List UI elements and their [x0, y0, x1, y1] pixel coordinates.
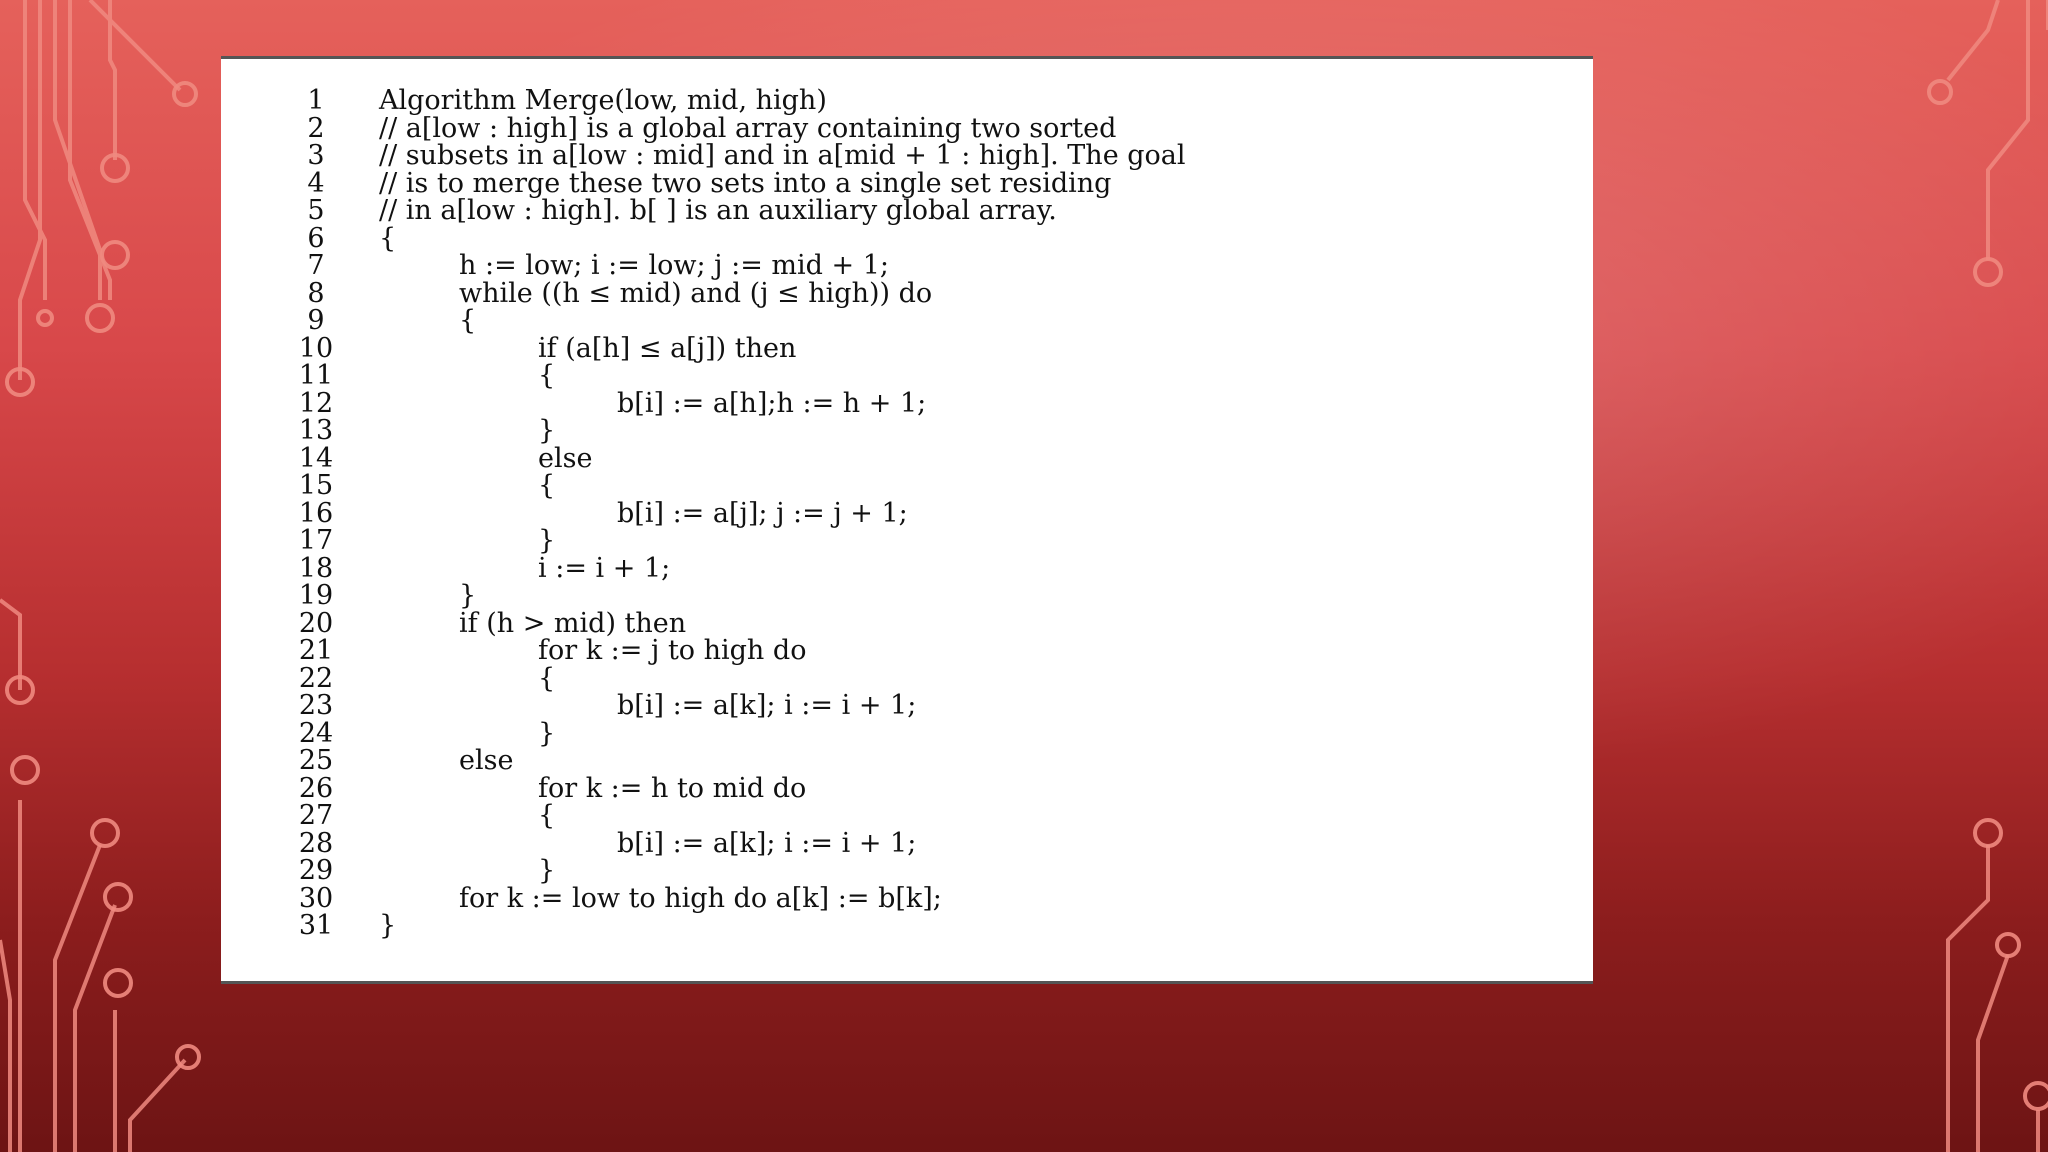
- code-line: [221, 167, 1593, 199]
- code-line: [221, 112, 1593, 144]
- code-line: [221, 472, 1593, 500]
- line-number: 3: [307, 140, 325, 171]
- code-line: [221, 442, 1593, 474]
- line-number: 2: [307, 112, 325, 144]
- code-text: for k := low to high do a[k] := b[k];: [459, 882, 942, 914]
- code-line: [221, 552, 1593, 584]
- code-text: }: [538, 717, 556, 749]
- line-number: 14: [298, 442, 334, 474]
- line-number: 28: [298, 827, 334, 859]
- code-text: {: [538, 800, 556, 831]
- line-number: 20: [298, 607, 334, 639]
- merge-algorithm-listing: [221, 87, 1593, 940]
- code-line: [221, 607, 1593, 639]
- circuit-decoration-right: [1848, 0, 2048, 1152]
- code-line: [221, 197, 1593, 225]
- line-number: 21: [298, 635, 334, 666]
- line-number: 23: [298, 690, 334, 721]
- code-text: while ((h ≤ mid) and (j ≤ high)) do: [459, 277, 933, 309]
- code-text: for k := j to high do: [538, 635, 807, 666]
- line-number: 5: [307, 195, 325, 226]
- code-text: // is to merge these two sets into a single set residing: [379, 167, 1112, 199]
- line-number: 16: [298, 497, 334, 529]
- code-line: [221, 912, 1593, 940]
- code-line: [221, 332, 1593, 364]
- code-line: [221, 827, 1593, 859]
- code-line: [221, 772, 1593, 804]
- code-line: [221, 717, 1593, 749]
- line-number: 12: [298, 387, 334, 419]
- circuit-decoration-left: [0, 0, 240, 1152]
- code-line: [221, 362, 1593, 390]
- code-text: Algorithm Merge(low, mid, high): [379, 85, 827, 116]
- line-number: 24: [298, 717, 334, 749]
- code-panel: [221, 56, 1593, 984]
- code-text: if (a[h] ≤ a[j]) then: [538, 332, 797, 364]
- line-number: 15: [298, 470, 334, 501]
- code-line: [221, 222, 1593, 254]
- line-number: 10: [298, 332, 334, 364]
- code-text: }: [538, 415, 556, 446]
- code-line: [221, 417, 1593, 445]
- line-number: 25: [298, 745, 334, 776]
- line-number: 17: [298, 525, 334, 556]
- code-text: b[i] := a[h];h := h + 1;: [617, 387, 927, 419]
- code-text: }: [379, 910, 397, 941]
- code-line: [221, 497, 1593, 529]
- code-line: [221, 637, 1593, 665]
- code-text: else: [459, 745, 514, 776]
- line-number: 19: [298, 580, 334, 611]
- code-text: }: [538, 855, 556, 886]
- code-line: [221, 307, 1593, 335]
- code-text: {: [538, 662, 556, 694]
- code-text: // subsets in a[low : mid] and in a[mid + 1 : high]. The goal: [379, 140, 1186, 171]
- line-number: 1: [307, 85, 325, 116]
- line-number: 7: [307, 250, 325, 281]
- code-text: h := low; i := low; j := mid + 1;: [459, 250, 889, 281]
- code-line: [221, 882, 1593, 914]
- code-text: {: [459, 305, 477, 336]
- code-line: [221, 662, 1593, 694]
- code-text: i := i + 1;: [538, 552, 671, 584]
- code-text: else: [538, 442, 593, 474]
- line-number: 6: [307, 222, 325, 254]
- code-text: }: [459, 580, 477, 611]
- line-number: 8: [307, 277, 325, 309]
- line-number: 31: [298, 910, 334, 941]
- code-text: if (h > mid) then: [459, 607, 687, 639]
- code-text: {: [538, 360, 556, 391]
- code-line: [221, 857, 1593, 885]
- code-text: b[i] := a[j]; j := j + 1;: [617, 497, 908, 529]
- code-line: [221, 802, 1593, 830]
- code-text: {: [538, 470, 556, 501]
- code-text: // in a[low : high]. b[ ] is an auxiliary global array.: [379, 195, 1057, 226]
- line-number: 9: [307, 305, 325, 336]
- line-number: 13: [298, 415, 334, 446]
- code-text: {: [379, 222, 397, 254]
- code-text: b[i] := a[k]; i := i + 1;: [617, 827, 917, 859]
- line-number: 11: [298, 360, 334, 391]
- code-line: [221, 252, 1593, 280]
- code-line: [221, 87, 1593, 115]
- code-line: [221, 692, 1593, 720]
- code-line: [221, 747, 1593, 775]
- line-number: 29: [298, 855, 334, 886]
- line-number: 26: [298, 772, 334, 804]
- line-number: 18: [298, 552, 334, 584]
- code-line: [221, 387, 1593, 419]
- code-line: [221, 142, 1593, 170]
- code-line: [221, 582, 1593, 610]
- code-text: }: [538, 525, 556, 556]
- code-text: // a[low : high] is a global array containing two sorted: [379, 112, 1117, 144]
- line-number: 4: [307, 167, 325, 199]
- code-text: for k := h to mid do: [538, 772, 807, 804]
- code-line: [221, 527, 1593, 555]
- line-number: 22: [298, 662, 334, 694]
- code-text: b[i] := a[k]; i := i + 1;: [617, 690, 917, 721]
- line-number: 27: [298, 800, 334, 831]
- code-line: [221, 277, 1593, 309]
- line-number: 30: [298, 882, 334, 914]
